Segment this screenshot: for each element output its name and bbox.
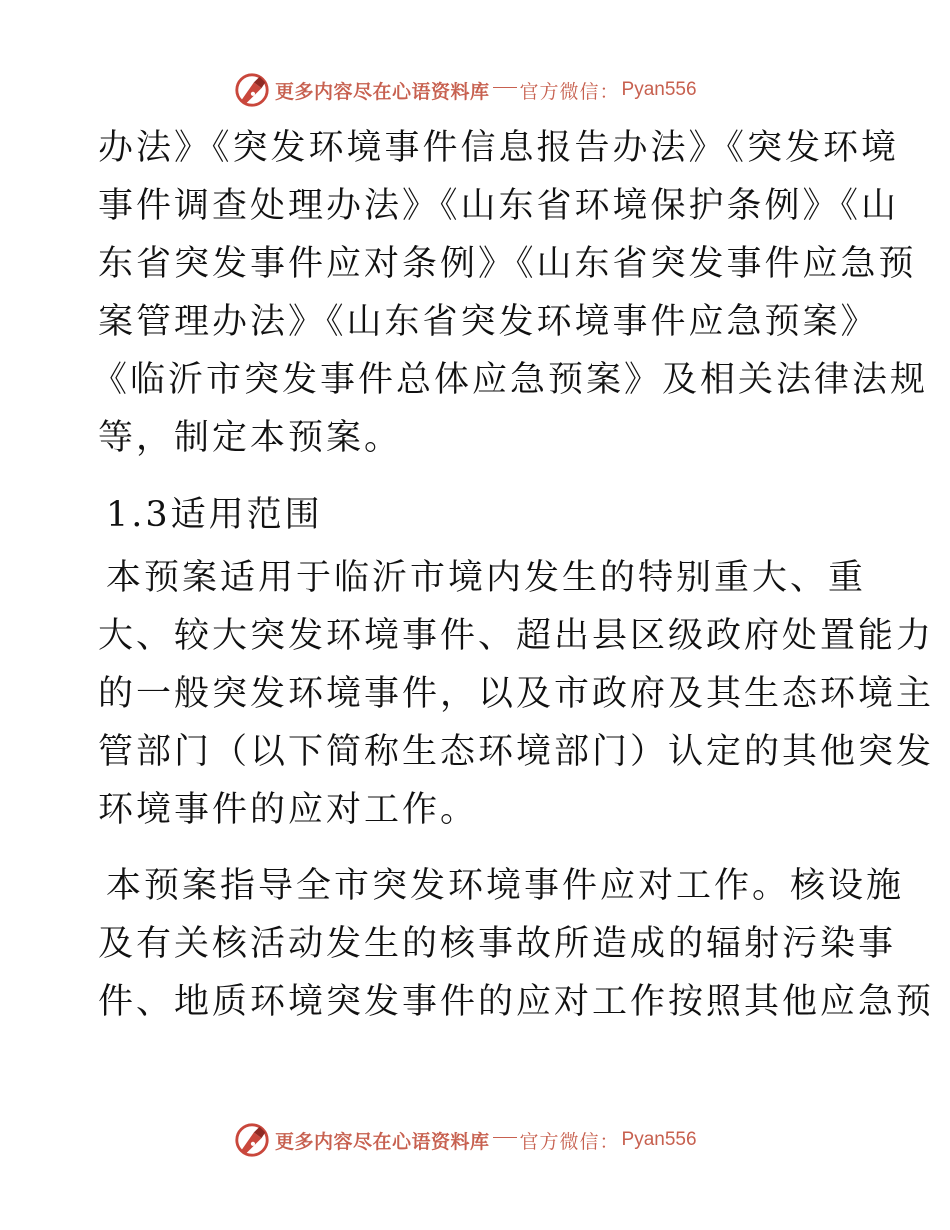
paragraph-line: 《临沂市突发事件总体应急预案》及相关法律法规 (92, 360, 929, 400)
paragraph-line: 事件调查处理办法》《山东省环境保护条例》《山 (98, 186, 900, 226)
banner-brand-text: 更多内容尽在心语资料库 (275, 1130, 490, 1153)
banner-dash (493, 1137, 517, 1138)
paragraph-line: 大、较大突发环境事件、超出县区级政府处置能力 (98, 616, 935, 656)
paragraph-line: 办法》《突发环境事件信息报告办法》《突发环境 (98, 128, 900, 168)
scope-paragraph (98, 549, 935, 839)
banner-dash (493, 87, 517, 88)
pen-nib-logo-icon (233, 1121, 271, 1159)
basis-paragraph (92, 119, 929, 467)
pen-nib-logo-icon (233, 71, 271, 109)
paragraph-line: 本预案指导全市突发环境事件应对工作。核设施 (106, 866, 905, 906)
paragraph-line: 本预案适用于临沂市境内发生的特别重大、重 (106, 558, 867, 598)
paragraph-line: 案管理办法》《山东省突发环境事件应急预案》 (98, 302, 879, 342)
banner-contact-label: 官方微信： (519, 80, 620, 103)
paragraph-line: 及有关核活动发生的核事故所造成的辐射污染事 (98, 924, 897, 964)
banner-brand-text: 更多内容尽在心语资料库 (275, 80, 490, 103)
header-banner (233, 70, 753, 110)
paragraph-line: 东省突发事件应对条例》《山东省突发事件应急预 (98, 244, 917, 284)
section-heading (106, 486, 866, 544)
paragraph-line: 等，制定本预案。 (98, 418, 403, 458)
paragraph-line: 件、地质环境突发事件的应对工作按照其他应急预 (98, 982, 935, 1022)
section-heading-text: 1.3适用范围 (106, 495, 323, 535)
paragraph-line: 管部门（以下简称生态环境部门）认定的其他突发 (98, 732, 935, 772)
banner-contact-id: Pyan556 (621, 1129, 697, 1150)
banner-contact-label: 官方微信： (519, 1130, 620, 1153)
guidance-paragraph (98, 857, 935, 1031)
banner-contact-id: Pyan556 (621, 79, 697, 100)
paragraph-line: 环境事件的应对工作。 (98, 790, 479, 830)
paragraph-line: 的一般突发环境事件，以及市政府及其生态环境主 (98, 674, 935, 714)
footer-banner (233, 1120, 753, 1160)
